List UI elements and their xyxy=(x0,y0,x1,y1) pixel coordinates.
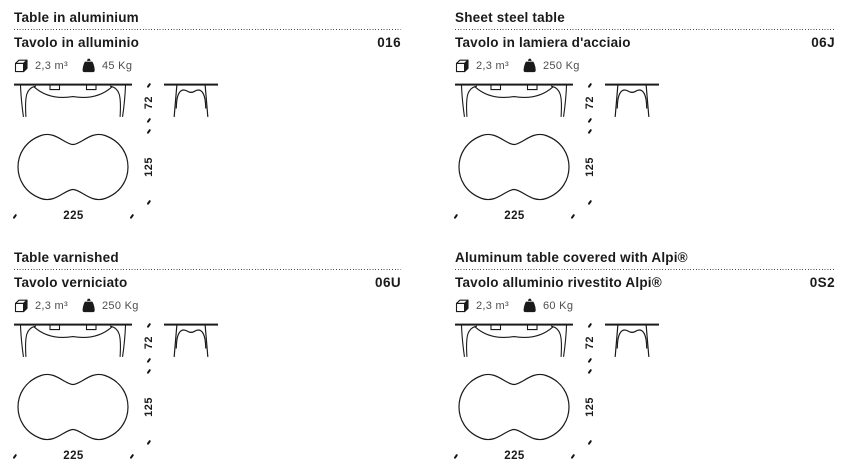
weight-icon xyxy=(523,298,537,313)
dotted-divider xyxy=(14,269,401,270)
weight-value: 250 Kg xyxy=(101,299,139,312)
title-code-row xyxy=(14,35,401,50)
volume-cube-icon xyxy=(455,299,470,313)
weight-icon xyxy=(82,58,96,73)
plan-drawing-block xyxy=(455,129,835,223)
table-front-elevation-drawing xyxy=(455,83,574,123)
dimension-tick xyxy=(454,454,458,459)
dimension-tick xyxy=(588,323,592,328)
product-card-06J xyxy=(425,0,850,241)
dotted-divider xyxy=(455,29,835,30)
product-code: 0S2 xyxy=(809,275,835,291)
volume-value: 2,3 m³ xyxy=(35,299,68,312)
dimension-tick xyxy=(147,440,151,445)
volume-cube-icon xyxy=(455,59,470,73)
table-side-elevation-drawing xyxy=(164,323,218,363)
volume-value: 2,3 m³ xyxy=(476,299,509,312)
table-side-elevation-drawing xyxy=(605,323,659,363)
dimension-tick xyxy=(147,369,151,374)
dimension-tick xyxy=(588,440,592,445)
depth-dimension-label: 125 xyxy=(584,156,596,177)
volume-value: 2,3 m³ xyxy=(476,59,509,72)
dotted-divider xyxy=(14,29,401,30)
product-code: 06U xyxy=(375,275,401,291)
product-title-en: Sheet steel table xyxy=(455,10,565,25)
weight-value: 250 Kg xyxy=(542,59,580,72)
product-title-en: Aluminum table covered with Alpi® xyxy=(455,250,688,265)
dimension-tick xyxy=(588,369,592,374)
elevation-drawings xyxy=(455,83,835,123)
title-code-row xyxy=(455,275,835,290)
dimension-tick xyxy=(147,200,151,205)
width-dimension xyxy=(14,449,133,463)
table-front-elevation-drawing xyxy=(455,323,574,363)
depth-dimension xyxy=(584,369,596,444)
weight-icon xyxy=(82,298,96,313)
dimension-tick xyxy=(588,200,592,205)
spec-row xyxy=(14,57,401,74)
product-title-it: Tavolo alluminio rivestito Alpi® xyxy=(455,275,662,291)
dimension-tick xyxy=(588,358,592,363)
depth-dimension xyxy=(143,369,155,444)
table-plan-view-drawing xyxy=(455,129,574,205)
height-dimension xyxy=(143,83,155,122)
spec-row xyxy=(455,57,835,74)
product-title-en: Table in aluminium xyxy=(14,10,139,25)
depth-dimension-label: 125 xyxy=(143,396,155,417)
height-dimension xyxy=(584,323,596,362)
title-code-row xyxy=(455,35,835,50)
dimension-tick xyxy=(454,214,458,219)
title-code-row xyxy=(14,275,401,290)
table-front-elevation-drawing xyxy=(14,323,133,363)
width-dimension xyxy=(455,209,574,223)
width-dimension xyxy=(14,209,133,223)
width-dimension-label: 225 xyxy=(504,450,525,463)
table-side-elevation-drawing xyxy=(605,83,659,123)
dimension-tick xyxy=(588,118,592,123)
height-dimension-label: 72 xyxy=(143,336,155,350)
dimension-tick xyxy=(130,454,134,459)
width-dimension-label: 225 xyxy=(63,210,84,223)
dimension-tick xyxy=(588,129,592,134)
plan-drawing-block xyxy=(455,369,835,463)
width-dimension-label: 225 xyxy=(63,450,84,463)
table-plan-view-drawing xyxy=(14,129,133,205)
height-dimension xyxy=(584,83,596,122)
plan-drawing-block xyxy=(14,129,401,223)
product-title-it: Tavolo in lamiera d'acciaio xyxy=(455,35,631,51)
depth-dimension xyxy=(143,129,155,204)
product-title-en: Table varnished xyxy=(14,250,119,265)
dimension-tick xyxy=(13,454,17,459)
volume-cube-icon xyxy=(14,59,29,73)
plan-drawing-block xyxy=(14,369,401,463)
product-card-06U xyxy=(0,241,425,466)
weight-value: 60 Kg xyxy=(542,299,574,312)
dimension-tick xyxy=(147,323,151,328)
product-code: 06J xyxy=(811,35,835,51)
table-side-elevation-drawing xyxy=(164,83,218,123)
volume-cube-icon xyxy=(14,299,29,313)
height-dimension xyxy=(143,323,155,362)
spec-row xyxy=(14,297,401,314)
elevation-drawings xyxy=(14,83,401,123)
dimension-tick xyxy=(130,214,134,219)
dimension-tick xyxy=(588,83,592,88)
depth-dimension xyxy=(584,129,596,204)
product-code: 016 xyxy=(377,35,401,51)
product-title-it: Tavolo verniciato xyxy=(14,275,128,291)
height-dimension-label: 72 xyxy=(584,336,596,350)
depth-dimension-label: 125 xyxy=(143,156,155,177)
width-dimension xyxy=(455,449,574,463)
depth-dimension-label: 125 xyxy=(584,396,596,417)
dimension-tick xyxy=(571,214,575,219)
dimension-tick xyxy=(147,129,151,134)
product-card-016 xyxy=(0,0,425,241)
product-card-0S2 xyxy=(425,241,850,466)
width-dimension-label: 225 xyxy=(504,210,525,223)
product-title-it: Tavolo in alluminio xyxy=(14,35,140,51)
table-plan-view-drawing xyxy=(455,369,574,445)
elevation-drawings xyxy=(455,323,835,363)
table-plan-view-drawing xyxy=(14,369,133,445)
elevation-drawings xyxy=(14,323,401,363)
weight-value: 45 Kg xyxy=(101,59,133,72)
height-dimension-label: 72 xyxy=(143,96,155,110)
dimension-tick xyxy=(147,118,151,123)
dimension-tick xyxy=(571,454,575,459)
dotted-divider xyxy=(455,269,835,270)
dimension-tick xyxy=(147,83,151,88)
height-dimension-label: 72 xyxy=(584,96,596,110)
dimension-tick xyxy=(147,358,151,363)
volume-value: 2,3 m³ xyxy=(35,59,68,72)
table-front-elevation-drawing xyxy=(14,83,133,123)
dimension-tick xyxy=(13,214,17,219)
weight-icon xyxy=(523,58,537,73)
spec-row xyxy=(455,297,835,314)
